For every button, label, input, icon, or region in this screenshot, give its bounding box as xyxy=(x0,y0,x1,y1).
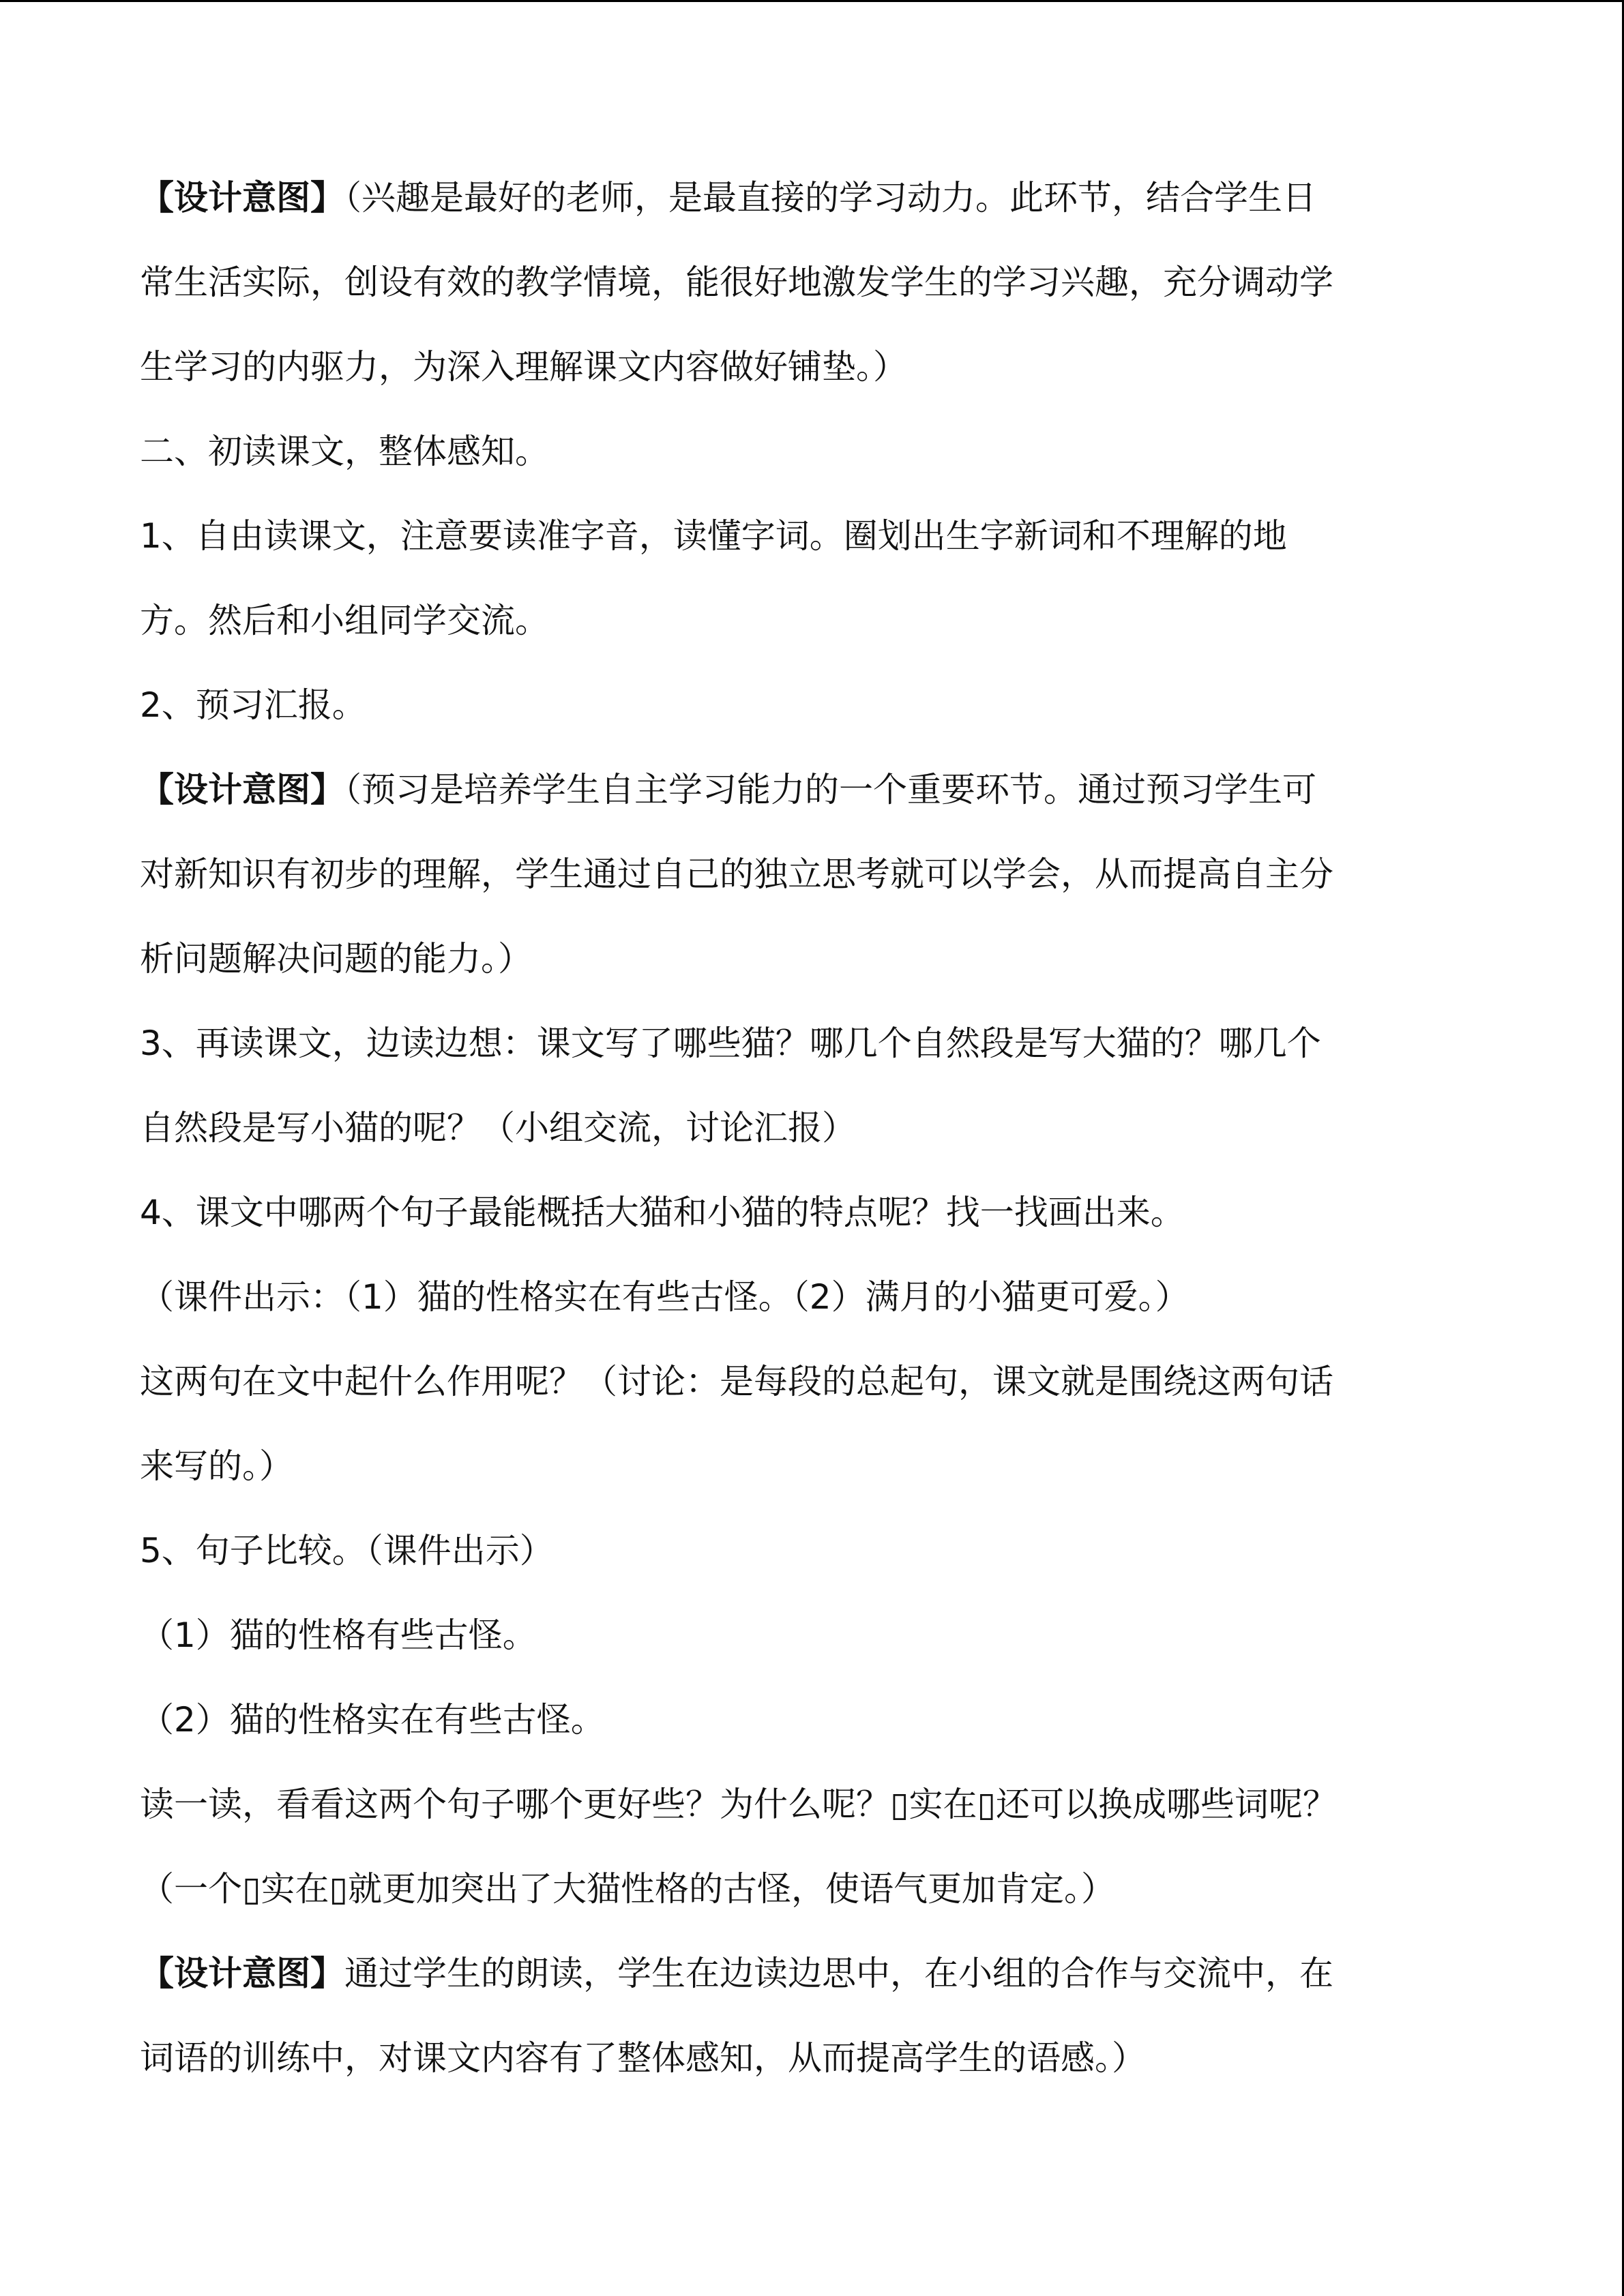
text-line xyxy=(140,1255,1511,1339)
line-text: （一个▯实在▯就更加突出了大猫性格的古怪，使语气更加肯定。） xyxy=(140,1869,1116,1909)
line-text: （1）猫的性格有些古怪。 xyxy=(140,1615,537,1655)
section-heading xyxy=(140,409,1511,494)
document-body xyxy=(140,155,1511,2100)
line-text: （预习是培养学生自主学习能力的一个重要环节。通过预习学生可 xyxy=(344,770,1316,809)
text-line xyxy=(140,1847,1511,1931)
text-line xyxy=(140,1762,1511,1847)
design-intent-label: 【设计意图】 xyxy=(140,770,344,809)
line-text: 5、句子比较。（课件出示） xyxy=(140,1531,554,1570)
line-text: 来写的。） xyxy=(140,1446,293,1486)
text-line xyxy=(140,494,1511,578)
line-text: 读一读，看看这两个句子哪个更好些？为什么呢？▯实在▯还可以换成哪些词呢？ xyxy=(140,1785,1338,1824)
line-text: 通过学生的朗读，学生在边读边思中，在小组的合作与交流中，在 xyxy=(344,1954,1333,1993)
line-text: 常生活实际，创设有效的教学情境，能很好地激发学生的学习兴趣，充分调动学 xyxy=(140,263,1333,302)
line-text: 二、初读课文，整体感知。 xyxy=(140,432,549,471)
text-line xyxy=(140,2016,1511,2100)
text-line xyxy=(140,1339,1511,1424)
text-line xyxy=(140,578,1511,663)
design-intent-label: 【设计意图】 xyxy=(140,1954,344,1993)
text-line xyxy=(140,832,1511,916)
line-text: （课件出示：（1）猫的性格实在有些古怪。（2）满月的小猫更可爱。） xyxy=(140,1277,1190,1317)
text-line xyxy=(140,1001,1511,1086)
text-line xyxy=(140,1508,1511,1593)
line-text: （兴趣是最好的老师，是最直接的学习动力。此环节，结合学生日 xyxy=(344,178,1316,218)
text-line xyxy=(140,916,1511,1001)
text-line xyxy=(140,663,1511,747)
line-text: 2、预习汇报。 xyxy=(140,685,366,725)
line-text: 1、自由读课文，注意要读准字音，读懂字词。圈划出生字新词和不理解的地 xyxy=(140,516,1287,556)
text-line xyxy=(140,1678,1511,1762)
line-text: 3、再读课文，边读边想：课文写了哪些猫？哪几个自然段是写大猫的？哪几个 xyxy=(140,1024,1321,1063)
text-line xyxy=(140,1593,1511,1678)
line-text: 这两句在文中起什么作用呢？（讨论：是每段的总起句，课文就是围绕这两句话 xyxy=(140,1362,1333,1401)
design-intent-label: 【设计意图】 xyxy=(140,178,344,218)
line-text: （2）猫的性格实在有些古怪。 xyxy=(140,1700,605,1740)
text-line xyxy=(140,325,1511,409)
text-line xyxy=(140,1931,1511,2016)
line-text: 方。然后和小组同学交流。 xyxy=(140,601,549,640)
line-text: 4、课文中哪两个句子最能概括大猫和小猫的特点呢？找一找画出来。 xyxy=(140,1193,1185,1232)
line-text: 自然段是写小猫的呢？（小组交流，讨论汇报） xyxy=(140,1108,856,1148)
line-text: 词语的训练中，对课文内容有了整体感知，从而提高学生的语感。） xyxy=(140,2038,1146,2078)
text-line xyxy=(140,240,1511,325)
text-line xyxy=(140,155,1511,240)
line-text: 生学习的内驱力，为深入理解课文内容做好铺垫。） xyxy=(140,347,907,387)
text-line xyxy=(140,1086,1511,1170)
line-text: 对新知识有初步的理解，学生通过自己的独立思考就可以学会，从而提高自主分 xyxy=(140,854,1333,894)
text-line xyxy=(140,1170,1511,1255)
text-line xyxy=(140,1424,1511,1508)
text-line xyxy=(140,747,1511,832)
line-text: 析问题解决问题的能力。） xyxy=(140,939,532,979)
